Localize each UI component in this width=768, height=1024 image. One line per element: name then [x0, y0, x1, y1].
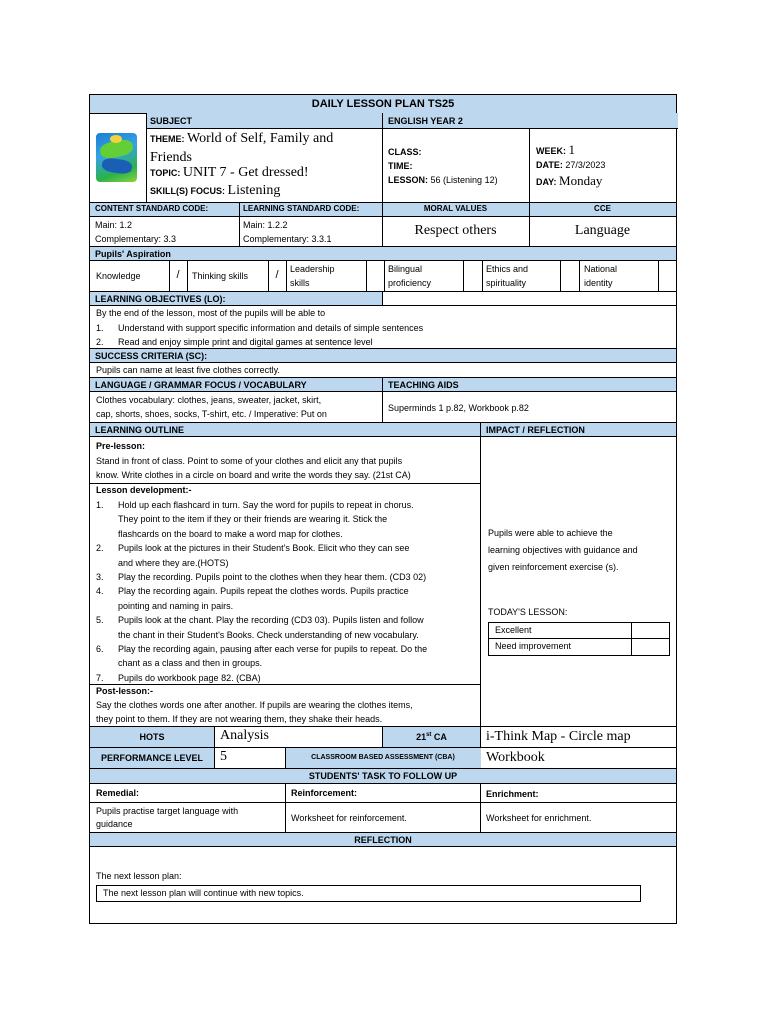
aspiration-leadership-cont: skills — [290, 278, 310, 288]
day-row — [536, 175, 602, 188]
development-step: 4. Play the recording again. Pupils repeat the clothes words. Pupils practice pointing and naming in pairs. — [96, 586, 409, 611]
skill-row — [150, 185, 280, 197]
post-lesson-line: Say the clothes words one after another. If pupils are wearing the clothes items, — [96, 700, 413, 710]
learning-standard-header: LEARNING STANDARD CODE: — [243, 204, 360, 213]
aspiration-bilingual: Bilingual — [388, 264, 423, 274]
lesson-value: 56 (Listening 12) — [430, 175, 498, 185]
reinforcement-label: Reinforcement: — [291, 788, 358, 798]
rating-excellent: Excellent — [495, 625, 532, 635]
topic-row — [150, 167, 309, 179]
development-step: 5. Pupils look at the chant. Play the recording (CD3 03). Pupils listen and follow the chant in their Student's Books. Check understanding of new vocabulary. — [96, 615, 424, 640]
content-standard-header: CONTENT STANDARD CODE: — [95, 204, 209, 213]
aspiration-national: National — [584, 264, 618, 274]
class-label: CLASS: — [388, 147, 422, 157]
cce-value: Language — [574, 223, 631, 238]
development-step: 7. Pupils do workbook page 82. (CBA) — [96, 672, 261, 683]
aspiration-band — [90, 246, 676, 261]
subject-label: SUBJECT — [150, 116, 193, 126]
performance-label: PERFORMANCE LEVEL — [100, 753, 203, 763]
language-title: LANGUAGE / GRAMMAR FOCUS / VOCABULARY — [95, 380, 307, 390]
week-label: WEEK: — [536, 146, 566, 156]
theme-label: THEME: — [150, 134, 185, 144]
hots-label: HOTS — [139, 732, 165, 742]
enrichment-value: Worksheet for enrichment. — [486, 813, 592, 823]
theme-row — [150, 133, 333, 145]
objectives-list — [96, 321, 671, 349]
vocabulary-line: Clothes vocabulary: clothes, jeans, sweater, jacket, skirt, — [96, 395, 322, 405]
cce-header: CCE — [594, 204, 611, 213]
superminds-logo-icon — [96, 133, 137, 182]
skill-value: Listening — [227, 183, 281, 198]
lesson-row — [388, 174, 498, 186]
success-text: Pupils can name at least five clothes correctly. — [96, 365, 280, 375]
day-value: Monday — [559, 173, 603, 188]
skill-label: SKILL(S) FOCUS: — [150, 186, 225, 196]
topic-label: TOPIC: — [150, 168, 181, 178]
vocabulary-line-cont: cap, shorts, shoes, socks, T-shirt, etc. / Imperative: Put on — [96, 409, 327, 419]
theme-value: World of Self, Family and — [187, 131, 334, 146]
development-step: 6. Play the recording again, pausing after each verse for pupils to repeat. Do the chant as a class and then in groups. — [96, 644, 428, 669]
teaching-aids-value: Superminds 1 p.82, Workbook p.82 — [388, 403, 529, 413]
todays-lesson-label: TODAY'S LESSON: — [488, 607, 568, 617]
day-label: DAY: — [536, 177, 557, 187]
thinking-check: / — [275, 269, 279, 281]
reflection-title: REFLECTION — [354, 835, 412, 845]
aspiration-bilingual-cont: proficiency — [388, 278, 432, 288]
remedial-value-cont: guidance — [96, 819, 133, 829]
content-main: Main: 1.2 — [95, 220, 133, 230]
post-lesson-title: Post-lesson:- — [96, 686, 154, 696]
pre-lesson-title: Pre-lesson: — [96, 441, 146, 451]
impact-title: IMPACT / REFLECTION — [486, 425, 585, 435]
development-title: Lesson development:- — [96, 485, 192, 495]
learning-main: Main: 1.2.2 — [243, 220, 288, 230]
remedial-value: Pupils practise target language with — [96, 806, 239, 816]
next-lesson-label: The next lesson plan: — [96, 871, 182, 881]
date-value: 27/3/2023 — [565, 160, 606, 170]
pre-lesson-line: Stand in front of class. Point to some of your clothes and elicit any that pupils — [96, 456, 403, 466]
development-step: 1. Hold up each flashcard in turn. Say the word for pupils to repeat in chorus. They point to the item if they or their friends are wearing it. Stick the flashcards on the board to make a word map for clothes. — [96, 500, 414, 539]
aspiration-knowledge: Knowledge — [96, 271, 141, 281]
teaching-aids-title: TEACHING AIDS — [388, 380, 459, 390]
objective-item: 2. Read and enjoy simple print and digital games at sentence level — [96, 337, 373, 347]
cba-value: Workbook — [486, 750, 545, 765]
moral-values-header: MORAL VALUES — [423, 204, 488, 213]
hots-value: Analysis — [220, 728, 269, 743]
topic-value: UNIT 7 - Get dressed! — [182, 165, 309, 180]
knowledge-check: / — [176, 269, 180, 281]
rating-need-improvement: Need improvement — [495, 641, 572, 651]
aspiration-ethics: Ethics and — [486, 264, 529, 274]
post-lesson-line-cont: they point to them. If they are not wearing them, they shake their heads. — [96, 714, 383, 724]
success-title: SUCCESS CRITERIA (SC): — [95, 351, 208, 361]
impact-text-cont2: given reinforcement exercise (s). — [488, 562, 619, 572]
date-label: DATE: — [536, 160, 563, 170]
objectives-intro: By the end of the lesson, most of the pupils will be able to — [96, 308, 326, 318]
development-list — [96, 498, 476, 698]
week-row — [536, 144, 575, 157]
date-row — [536, 159, 605, 171]
enrichment-label: Enrichment: — [486, 789, 539, 799]
ca-label: 21st CA — [416, 732, 447, 742]
outline-title: LEARNING OUTLINE — [95, 425, 184, 435]
lesson-plan-form — [89, 94, 677, 924]
aspiration-national-cont: identity — [584, 278, 613, 288]
aspiration-leadership: Leadership — [290, 264, 335, 274]
learning-complementary: Complementary: 3.3.1 — [243, 234, 332, 244]
followup-title: STUDENTS' TASK TO FOLLOW UP — [308, 771, 458, 781]
reinforcement-value: Worksheet for reinforcement. — [291, 813, 407, 823]
pre-lesson-line-cont: know. Write clothes in a circle on board and write the words they say. (21st CA) — [96, 470, 411, 480]
impact-text: Pupils were able to achieve the — [488, 528, 613, 538]
objectives-title: LEARNING OBJECTIVES (LO): — [95, 294, 226, 304]
cba-label: CLASSROOM BASED ASSESSMENT (CBA) — [311, 754, 455, 761]
ca-value: i-Think Map - Circle map — [486, 729, 631, 744]
week-value: 1 — [568, 142, 576, 157]
aspiration-title: Pupils' Aspiration — [95, 249, 171, 259]
impact-text-cont: learning objectives with guidance and — [488, 545, 638, 555]
objective-item: 1. Understand with support specific information and details of simple sentences — [96, 323, 424, 333]
lesson-label: LESSON: — [388, 175, 429, 185]
page-title: DAILY LESSON PLAN TS25 — [311, 98, 455, 110]
subject-value: ENGLISH YEAR 2 — [388, 116, 463, 126]
aspiration-thinking: Thinking skills — [192, 271, 249, 281]
remedial-label: Remedial: — [96, 788, 140, 798]
theme-value-cont: Friends — [150, 150, 192, 165]
content-complementary: Complementary: 3.3 — [95, 234, 177, 244]
time-label: TIME: — [388, 161, 413, 171]
development-step: 2. Pupils look at the pictures in their Student's Book. Elicit who they can see and where they are.(HOTS) — [96, 543, 410, 568]
development-step: 3. Play the recording. Pupils point to the clothes when they hear them. (CD3 02) — [96, 572, 427, 582]
moral-value: Respect others — [414, 223, 497, 238]
aspiration-ethics-cont: spirituality — [486, 278, 527, 288]
next-lesson-value: The next lesson plan will continue with new topics. — [103, 888, 304, 898]
performance-value: 5 — [220, 749, 227, 764]
